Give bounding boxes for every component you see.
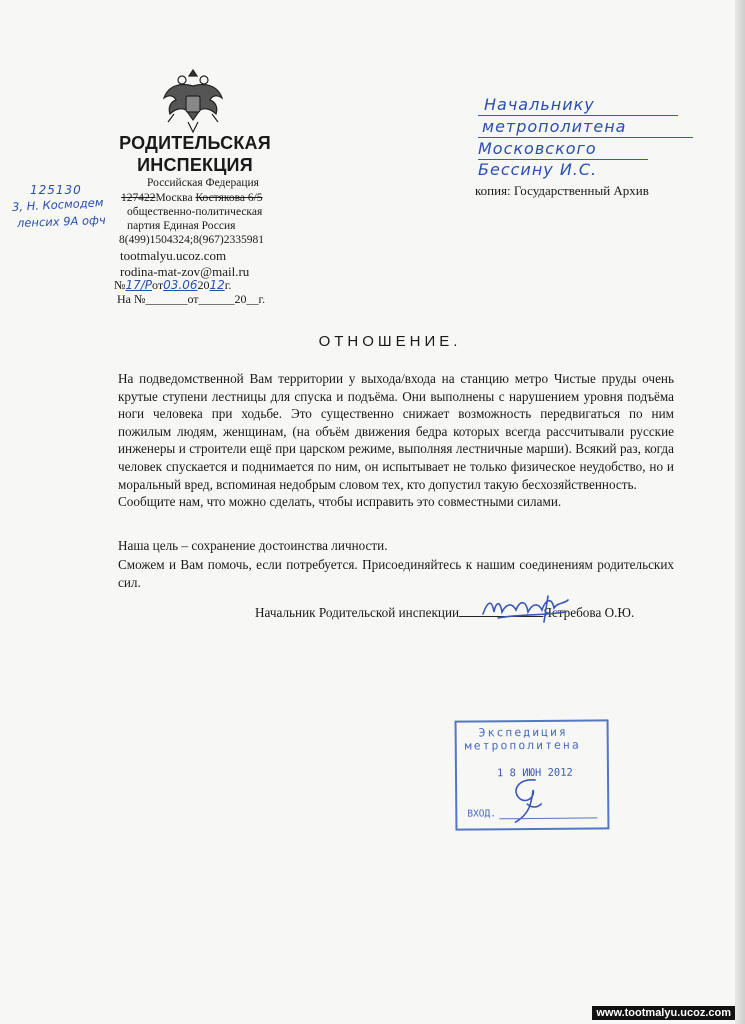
- handwritten-address-line1: 3, Н. Космодем: [11, 195, 104, 214]
- incoming-stamp: [455, 719, 610, 830]
- help-statement: Сможем и Вам помочь, если потребуется. Присоединяйтесь к нашим соединениям родительских сил.: [118, 557, 674, 590]
- addressee-line2: метрополитена: [482, 117, 627, 136]
- document-title: ОТНОШЕНИЕ.: [318, 333, 462, 350]
- page-edge-shadow: [735, 0, 745, 1024]
- reg-number: 17/Р: [125, 278, 153, 292]
- reg-date: 03.06: [163, 278, 198, 292]
- organization-title: [100, 132, 290, 176]
- street-struck: Костякова 6/5: [195, 192, 263, 204]
- email-address: rodina-mat-zov@mail.ru: [120, 264, 250, 279]
- addressee-line1: Начальнику: [484, 95, 595, 114]
- website: tootmalyu.ucoz.com: [120, 248, 227, 263]
- addressee-block: [478, 95, 708, 185]
- reg-year-prefix: 20: [197, 278, 210, 292]
- reg-year-suffix: г.: [224, 278, 232, 292]
- coat-of-arms-emblem: [160, 64, 226, 140]
- stamp-line1: Экспедиция: [478, 724, 568, 740]
- phone-numbers: 8(499)1504324;8(967)2335981: [119, 234, 265, 246]
- postcode-struck: 127422: [121, 192, 156, 204]
- org-name-line1: РОДИТЕЛЬСКАЯ: [119, 133, 271, 153]
- addressee-line3: Московского: [478, 139, 597, 158]
- stamp-line2: метрополитена: [464, 737, 581, 753]
- org-description-line2: партия Единая Россия: [127, 220, 236, 232]
- reg-from: от: [152, 278, 164, 292]
- reg-year: 12: [209, 278, 225, 292]
- body-paragraph-2: Сообщите нам, что можно сделать, чтобы исправить это совместными силами.: [118, 494, 562, 510]
- org-name-line2: ИНСПЕКЦИЯ: [137, 155, 253, 175]
- stamp-number-rule: [499, 817, 597, 819]
- reply-reference-line: На №_______от______20__г.: [117, 292, 266, 306]
- addressee-underline2: [478, 137, 693, 138]
- signer-position: Начальник Родительской инспекции: [255, 605, 460, 620]
- signature-line: [255, 604, 634, 621]
- registration-number-line: [114, 278, 231, 293]
- stamp-date: 1 8 ИЮН 2012: [496, 766, 573, 780]
- addressee-underline1: [478, 115, 678, 116]
- handwritten-signature: [478, 592, 573, 626]
- country-line: Российская Федерация: [147, 177, 259, 189]
- addressee-line4: Бессину И.С.: [478, 160, 598, 179]
- reg-no-prefix: №: [114, 278, 126, 292]
- letter-body: [118, 370, 674, 511]
- site-watermark: www.tootmalyu.ucoz.com: [592, 1006, 735, 1020]
- signer-name: Ястребова О.Ю.: [543, 605, 635, 620]
- stamp-incoming-label: ВХОД.: [467, 808, 496, 820]
- handwritten-postcode: 125130: [30, 183, 82, 197]
- org-description-line1: общественно-политическая: [127, 206, 263, 218]
- address-line: [121, 191, 263, 206]
- body-paragraph-1: На подведомственной Вам территории у выхода/входа на станцию метро Чистые пруды очень крутые ступени лестницы для спуска и подъёма. Они выполнены с нарушением уровня подъёма ноги человека при ходьбе. Это существенно снижает возможность передвигаться по ним пожилым людям, женщинам, (на объём движения бедра которых всегда рассчитывали русские инженеры и строители ещё при царском режиме, выполняя лестничные марши). Всякий раз, когда человек спускается и поднимается по ним, он испытывает не только физическое неудобство, но и моральный вред, вспоминая недобрым словом тех, кто допустил такую бесхозяйственность.: [118, 371, 674, 492]
- copy-recipient: копия: Государственный Архив: [475, 183, 649, 198]
- goal-statement: Наша цель – сохранение достоинства личности.: [118, 538, 388, 553]
- city: Москва: [155, 192, 193, 204]
- handwritten-address-line2: ленсих 9А офч: [16, 212, 106, 230]
